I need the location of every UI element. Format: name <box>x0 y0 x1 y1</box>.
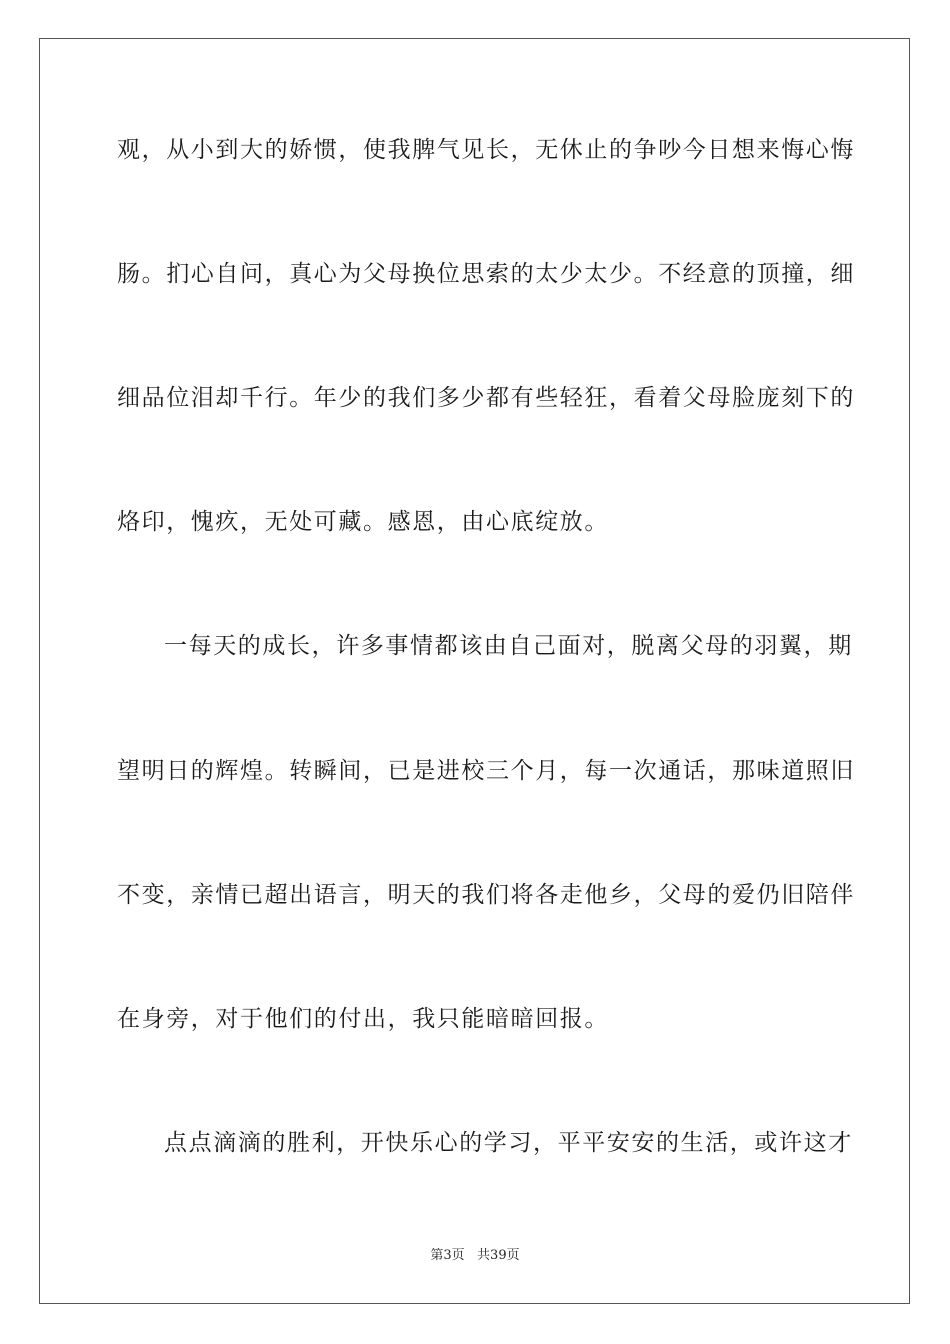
page-border <box>39 38 910 1304</box>
body-line-6: 望明日的辉煌。转瞬间，已是进校三个月，每一次通话，那味道照旧 <box>117 758 855 784</box>
body-line-4: 烙印，愧疚，无处可藏。感恩，由心底绽放。 <box>117 509 609 535</box>
body-line-3: 细品位泪却千行。年少的我们多少都有些轻狂，看着父母脸庞刻下的 <box>117 385 855 411</box>
body-line-7: 不变，亲情已超出语言，明天的我们将各走他乡，父母的爱仍旧陪伴 <box>117 882 855 908</box>
paragraph-3-line-1: 点点滴滴的胜利，开快乐心的学习，平平安安的生活，或许这才 <box>164 1130 853 1156</box>
page-number-footer: 第3页 共39页 <box>430 1248 520 1263</box>
body-line-1: 观，从小到大的娇惯，使我脾气见长，无休止的争吵今日想来悔心悔 <box>117 137 855 163</box>
body-line-2: 肠。扪心自问，真心为父母换位思索的太少太少。不经意的顶撞，细 <box>117 261 855 287</box>
body-line-8: 在身旁，对于他们的付出，我只能暗暗回报。 <box>117 1006 609 1032</box>
paragraph-2-line-1: 一每天的成长，许多事情都该由自己面对，脱离父母的羽翼，期 <box>164 633 853 659</box>
